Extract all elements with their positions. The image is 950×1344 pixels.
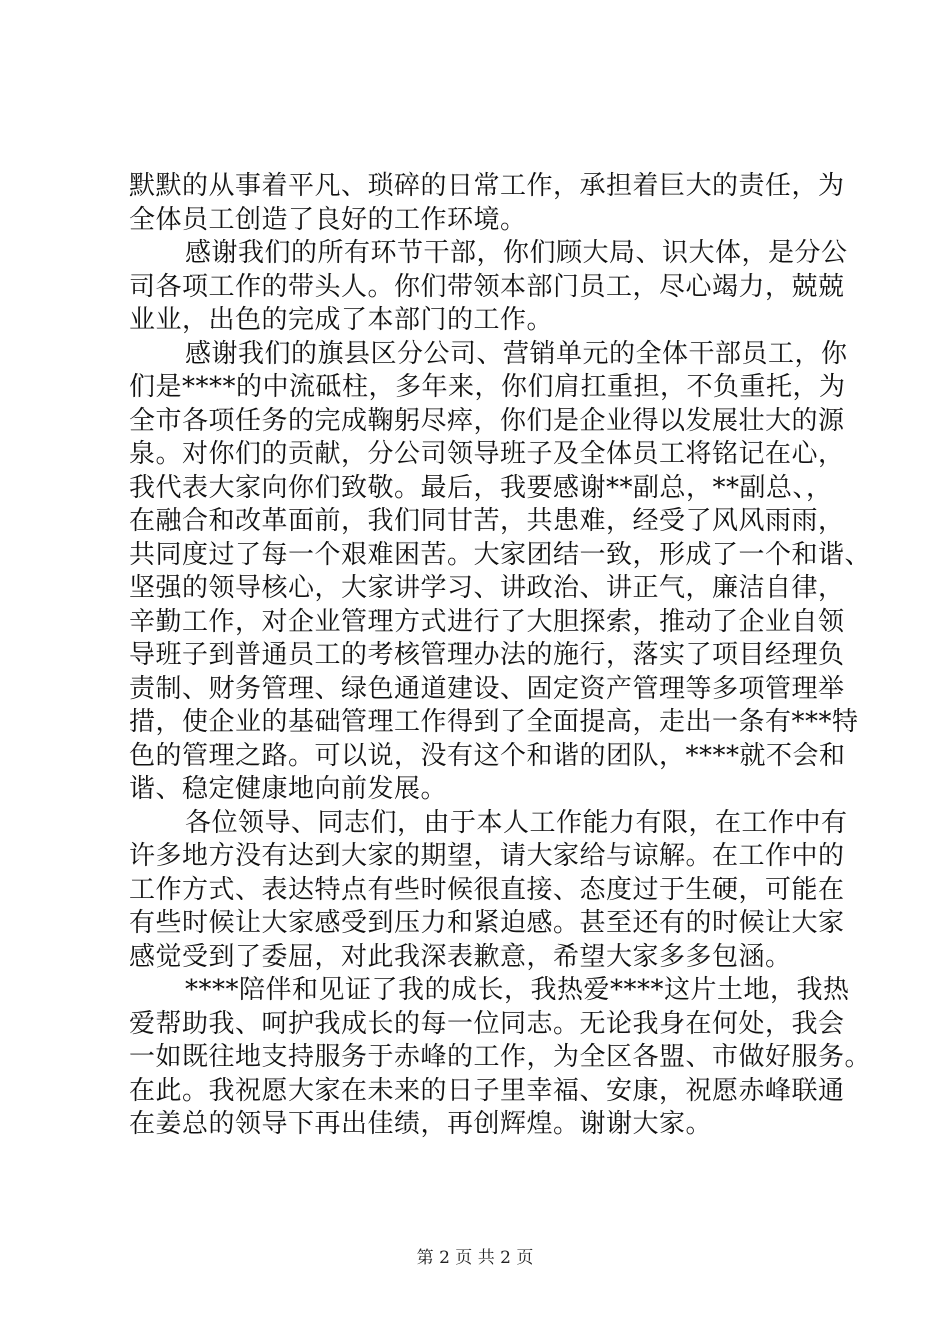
text-line: 导班子到普通员工的考核管理办法的施行，落实了项目经理负 — [129, 640, 845, 670]
text-line: 泉。对你们的贡献，分公司领导班子及全体员工将铭记在心， — [129, 439, 845, 469]
text-line: 们是****的中流砥柱，多年来，你们肩扛重担，不负重托，为 — [129, 372, 846, 402]
page-number-footer: 第 2 页 共 2 页 — [416, 1248, 534, 1268]
text-line: 我代表大家向你们致敬。最后，我要感谢**副总，**副总、， — [129, 472, 833, 503]
text-line: 感觉受到了委屈，对此我深表歉意，希望大家多多包涵。 — [129, 941, 792, 972]
paragraph-start: ****陪伴和见证了我的成长，我热爱****这片土地，我热 — [185, 975, 850, 1005]
text-line: 一如既往地支持服务于赤峰的工作，为全区各盟、市做好服务。 — [129, 1042, 872, 1072]
text-line: 坚强的领导核心，大家讲学习、讲政治、讲正气，廉洁自律， — [129, 573, 845, 603]
text-line: 在融合和改革面前，我们同甘苦，共患难，经受了风风雨雨， — [129, 506, 845, 536]
text-line: 工作方式、表达特点有些时候很直接、态度过于生硬，可能在 — [129, 874, 845, 905]
text-line: 措，使企业的基础管理工作得到了全面提高，走出一条有***特 — [129, 707, 859, 737]
paragraph-start: 感谢我们的所有环节干部，你们顾大局、识大体，是分公 — [185, 238, 848, 268]
text-line: 谐、稳定健康地向前发展。 — [129, 774, 448, 804]
text-line: 许多地方没有达到大家的期望，请大家给与谅解。在工作中的 — [129, 841, 845, 871]
paragraph-start: 感谢我们的旗县区分公司、营销单元的全体干部员工，你 — [185, 338, 848, 369]
paragraph-start: 各位领导、同志们，由于本人工作能力有限，在工作中有 — [185, 807, 848, 838]
text-line: 默默的从事着平凡、琐碎的日常工作，承担着巨大的责任，为 — [129, 171, 845, 201]
text-line: 在姜总的领导下再出佳绩，再创辉煌。谢谢大家。 — [129, 1109, 713, 1139]
text-line: 色的管理之路。可以说，没有这个和谐的团队，****就不会和 — [129, 740, 846, 771]
text-line: 司各项工作的带头人。你们带领本部门员工，尽心竭力，兢兢 — [129, 271, 845, 302]
text-line: 共同度过了每一个艰难困苦。大家团结一致，形成了一个和谐、 — [129, 539, 872, 570]
text-line: 责制、财务管理、绿色通道建设、固定资产管理等多项管理举 — [129, 673, 845, 704]
text-line: 全体员工创造了良好的工作环境。 — [129, 204, 527, 235]
text-line: 全市各项任务的完成鞠躬尽瘁，你们是企业得以发展壮大的源 — [129, 405, 845, 436]
text-line: 有些时候让大家感受到压力和紧迫感。甚至还有的时候让大家 — [129, 908, 845, 938]
text-line: 爱帮助我、呵护我成长的每一位同志。无论我身在何处，我会 — [129, 1008, 845, 1039]
text-line: 辛勤工作，对企业管理方式进行了大胆探索，推动了企业自领 — [129, 606, 845, 637]
text-line: 业业，出色的完成了本部门的工作。 — [129, 305, 554, 335]
text-line: 在此。我祝愿大家在未来的日子里幸福、安康，祝愿赤峰联通 — [129, 1075, 845, 1106]
body-text — [129, 170, 872, 1142]
